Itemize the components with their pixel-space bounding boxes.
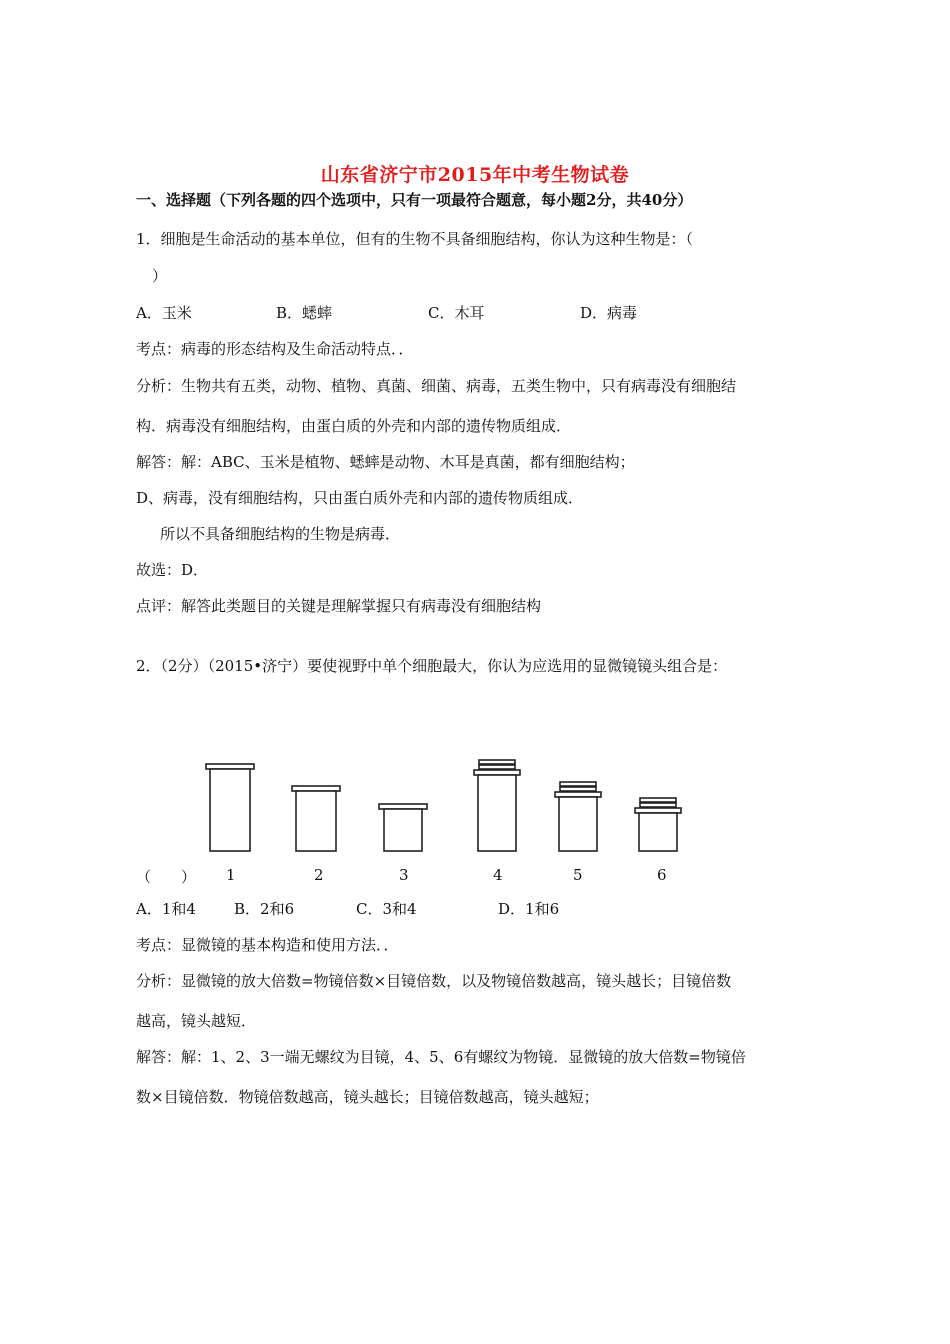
q2-option-d: D．1和6: [498, 900, 560, 918]
q2-jieda-2: 数×目镜倍数．物镜倍数越高，镜头越长；目镜倍数越高，镜头越短；: [136, 1088, 599, 1106]
lens-4: [474, 760, 520, 851]
q1-jieda-2: D、病毒，没有细胞结构，只由蛋白质外壳和内部的遗传物质组成．: [136, 489, 584, 507]
lens-2: [292, 786, 340, 851]
q1-fenxi-2: 构．病毒没有细胞结构，由蛋白质的外壳和内部的遗传物质组成．: [136, 417, 572, 435]
lens-3: [379, 804, 427, 851]
section-heading: 一、选择题（下列各题的四个选项中，只有一项最符合题意，每小题2分，共40分）: [136, 191, 693, 209]
q1-jieda-3: 所以不具备细胞结构的生物是病毒．: [160, 525, 401, 543]
q1-option-d: D．病毒: [580, 304, 638, 322]
q1-stem: 1．细胞是生命活动的基本单位，但有的生物不具备细胞结构，你认为这种生物是：（: [136, 230, 694, 248]
lens-label-2: 2: [314, 866, 324, 884]
lens-label-4: 4: [493, 866, 503, 884]
q2-option-a: A．1和4: [136, 900, 196, 918]
lens-5: [555, 782, 601, 851]
q1-option-c: C．木耳: [428, 304, 485, 322]
q1-stem-close: ）: [152, 267, 168, 285]
q1-option-b: B．蟋蟀: [276, 304, 333, 322]
q2-option-b: B．2和6: [234, 900, 295, 918]
q2-option-c: C．3和4: [356, 900, 417, 918]
microscope-lens-figure: [136, 752, 696, 892]
lens-label-3: 3: [399, 866, 409, 884]
lens-label-1: 1: [226, 866, 236, 884]
q1-dianping: 点评：解答此类题目的关键是理解掌握只有病毒没有细胞结构: [136, 597, 542, 615]
q2-jieda-1: 解答：解：1、2、3一端无螺纹为目镜，4、5、6有螺纹为物镜．显微镜的放大倍数=物镜倍: [136, 1048, 746, 1066]
q1-answer: 故选：D．: [136, 561, 209, 579]
lens-6: [635, 798, 681, 851]
q2-stem: 2．（2分）（2015•济宁）要使视野中单个细胞最大，你认为应选用的显微镜镜头组合是：: [136, 657, 728, 675]
q2-fenxi-1: 分析：显微镜的放大倍数=物镜倍数×目镜倍数，以及物镜倍数越高，镜头越长；目镜倍数: [136, 972, 732, 990]
lens-label-5: 5: [573, 866, 583, 884]
q1-kaodian: 考点：病毒的形态结构及生命活动特点．．: [136, 340, 414, 358]
q1-fenxi-1: 分析：生物共有五类，动物、植物、真菌、细菌、病毒，五类生物中，只有病毒没有细胞结: [136, 377, 737, 395]
lens-label-6: 6: [657, 866, 667, 884]
lens-1: [206, 764, 254, 851]
q1-option-a: A．玉米: [136, 304, 192, 322]
q1-jieda-1: 解答：解：ABC、玉米是植物、蟋蟀是动物、木耳是真菌，都有细胞结构；: [136, 453, 635, 471]
q2-paren: （ ）: [136, 868, 197, 886]
q2-fenxi-2: 越高，镜头越短．: [136, 1012, 257, 1030]
page-title: 山东省济宁市2015年中考生物试卷: [320, 164, 630, 186]
q2-kaodian: 考点：显微镜的基本构造和使用方法．．: [136, 936, 399, 954]
